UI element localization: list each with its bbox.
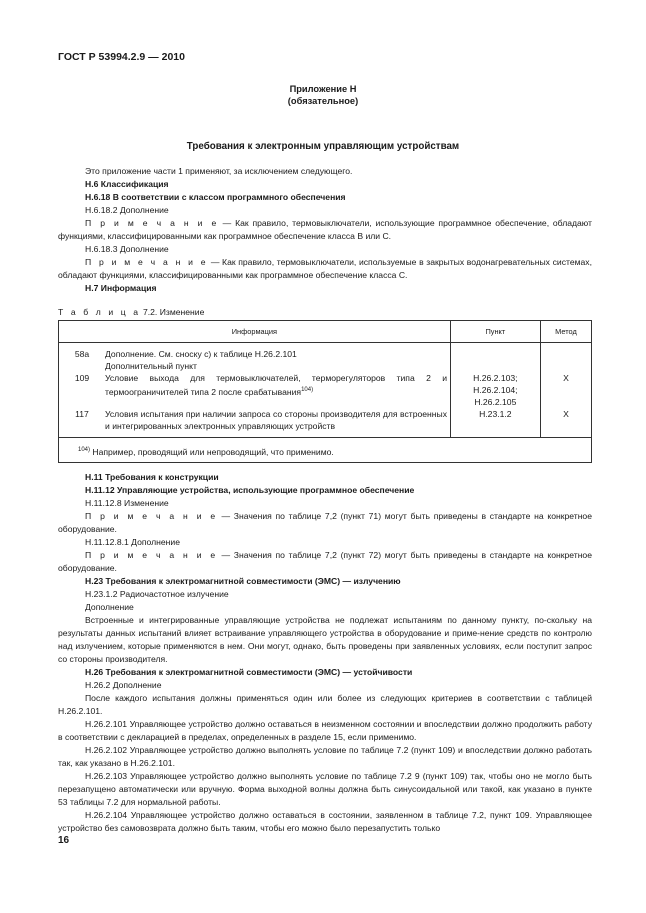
intro-paragraph: Это приложение части 1 применяют, за исключением следующего. (85, 166, 353, 176)
table-footnote-row (59, 438, 592, 463)
note-2 (58, 256, 592, 282)
document-header: ГОСТ Р 53994.2.9 — 2010 (58, 51, 185, 63)
table-header-row (59, 321, 592, 343)
heading-h7: Н.7 Информация (85, 283, 157, 293)
row-metod: Х (540, 408, 591, 438)
row-description: Условие выхода для термовыключателей, терморегуляторов типа 2 и термоограничителей типа 2 после срабатывания (105, 373, 447, 397)
page-number: 16 (58, 835, 70, 846)
note-label: П р и м е ч а н и е (85, 218, 219, 228)
annex-title: Приложение Н (289, 84, 357, 94)
row-number: 117 (75, 409, 89, 419)
heading-h11-12: Н.11.12 Управляющие устройства, использующие программное обеспечение (85, 485, 415, 495)
heading-h11-12-8-1: Н.11.12.8.1 Дополнение (85, 537, 180, 547)
table-row (59, 372, 592, 408)
note-label: П р и м е ч а н и е (85, 511, 218, 521)
row-metod (540, 360, 591, 372)
heading-h11-12-8: Н.11.12.8 Изменение (85, 498, 169, 508)
column-header-punkt: Пункт (450, 321, 540, 343)
note-3 (58, 510, 592, 536)
table-caption-label: Т а б л и ц а (58, 307, 141, 317)
note-3-text: — Значения по таблице 7,2 (пункт 71) могут быть приведены в стандарте на конкретное оборудование. (58, 511, 592, 534)
row-punkt: Н.23.1.2 (450, 408, 540, 438)
row-punkt: Н.26.2.103; Н.26.2.104; Н.26.2.105 (450, 372, 540, 408)
paragraph-h26-2-102: Н.26.2.102 Управляющее устройство должно выполнять условие по таблице 7.2 (пункт 109) и впоследствии должно работать так, как указано в Н.26.2.101. (58, 745, 592, 768)
changes-table (58, 320, 592, 463)
addition-label: Дополнение (85, 602, 134, 612)
table-row (59, 343, 592, 361)
table-caption (58, 307, 204, 317)
paragraph-h26-a: После каждого испытания должны применяться один или более из следующих критериев в соответствии с таблицей Н.26.2.101. (58, 693, 592, 716)
column-header-metod: Метод (540, 321, 591, 343)
heading-h23: Н.23 Требования к электромагнитной совместимости (ЭМС) — излучению (85, 576, 401, 586)
row-metod: Х (540, 372, 591, 408)
table-row (59, 360, 592, 372)
footnote-reference: 104) (301, 387, 314, 393)
note-4-text: — Значения по таблице 7,2 (пункт 72) могут быть приведены в стандарте на конкретное оборудование. (58, 550, 592, 573)
section-main (58, 471, 592, 835)
annex-status: (обязательное) (287, 96, 359, 106)
paragraph-h26-2-104: Н.26.2.104 Управляющее устройство должно оставаться в состоянии, заявленном в таблице 7.2, пункт 109. Управляющее устройство без самовозврата должно быть таким, чтобы его можно было перезапустить только (58, 810, 592, 833)
note-4 (58, 549, 592, 575)
footnote-text: Например, проводящий или непроводящий, что применимо. (90, 446, 334, 457)
row-punkt (450, 360, 540, 372)
heading-h11: Н.11 Требования к конструкции (85, 472, 219, 482)
note-1-text: — Как правило, термовыключатели, использующие программное обеспечение, обладают функциями, классифицированными как программное обеспечение класса В или С. (58, 218, 592, 241)
row-punkt (450, 343, 540, 361)
row-metod (540, 343, 591, 361)
table-row (59, 408, 592, 438)
heading-h23-1-2: Н.23.1.2 Радиочастотное излучение (85, 589, 229, 599)
row-description: Условия испытания при наличии запроса со стороны производителя для встроенных и интегрированных электронных управляющих устройств (105, 409, 447, 431)
note-label: П р и м е ч а н и е (85, 550, 218, 560)
heading-h6: Н.6 Классификация (85, 179, 169, 189)
annex-heading: Требования к электронным управляющим устройствам (186, 141, 460, 152)
row-number: 58а (74, 349, 90, 359)
heading-h26: Н.26 Требования к электромагнитной совместимости (ЭМС) — устойчивости (85, 667, 413, 677)
row-number: 109 (74, 373, 90, 383)
heading-h26-2: Н.26.2 Дополнение (85, 680, 162, 690)
note-1 (58, 217, 592, 243)
section-intro (58, 165, 592, 295)
footnote-mark: 104) (78, 447, 91, 453)
paragraph-h26-2-103: Н.26.2.103 Управляющее устройство должно выполнять условие по таблице 7.2 9 (пункт 109) так, чтобы оно не могло быть перезапущено автоматически или вручную. Форма выходной волны должна быть синусоидальной или такой, как указано в пункте 53 таблицы 7.2 для нормальной работы. (58, 771, 592, 807)
paragraph-h23: Встроенные и интегрированные управляющие устройства не подлежат испытаниям по данному пункту, по-скольку на результаты данных испытаний влияет встраивание управляющего устройства в оборудование и приме-нение средств по контролю над излучением, которые применяются в нем. Они могут, однако, быть проведены при заявленных условиях, если поступит запрос со стороны производителя. (58, 615, 592, 664)
note-label: П р и м е ч а н и е (85, 257, 209, 267)
row-description: Дополнение. См. сноску с) к таблице Н.26.2.101 (105, 349, 297, 359)
column-header-info: Информация (59, 321, 451, 343)
heading-h6-18: Н.6.18 В соответствии с классом программного обеспечения (85, 192, 346, 202)
row-description: Дополнительный пункт (105, 361, 197, 371)
heading-h6-18-2: Н.6.18.2 Дополнение (85, 205, 169, 215)
note-2-text: — Как правило, термовыключатели, используемые в закрытых водонагревательных системах, обладают функциями, классифицированными как программное обеспечение класса С. (58, 257, 592, 280)
table-caption-text: 7.2. Изменение (140, 307, 205, 317)
paragraph-h26-2-101: Н.26.2.101 Управляющее устройство должно оставаться в неизменном состоянии и впоследствии должно продолжить работу в соответствии с декларацией в пределах, определенных в разделе 15, если применимо. (58, 719, 592, 742)
table-footnote (59, 438, 592, 463)
heading-h6-18-3: Н.6.18.3 Дополнение (85, 244, 169, 254)
